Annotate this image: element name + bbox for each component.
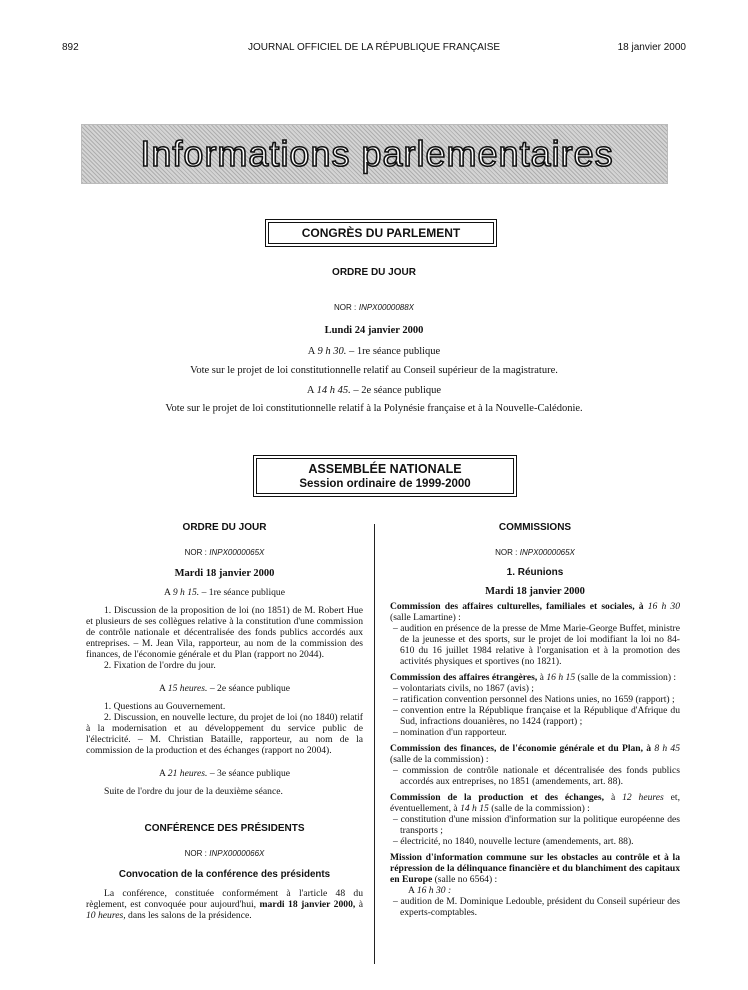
commission-item: – ratification convention personnel des Nations unies, no 1659 (rapport) ; bbox=[393, 694, 675, 705]
congres-heading: ORDRE DU JOUR bbox=[332, 267, 416, 278]
commission-title bbox=[390, 852, 680, 885]
session-label: – 2e séance publique bbox=[350, 385, 442, 396]
session-time: 15 heures. bbox=[167, 683, 208, 694]
commission-place: (salle no 6564) : bbox=[432, 874, 498, 885]
left-heading: ORDRE DU JOUR bbox=[182, 522, 267, 533]
session-prefix: A bbox=[306, 385, 317, 396]
left-session-3 bbox=[86, 768, 363, 779]
session-prefix: A bbox=[164, 587, 173, 598]
commission-time-line bbox=[390, 885, 680, 896]
commission-item: – constitution d'une mission d'information sur la politique européenne des transports ; bbox=[393, 814, 680, 836]
session-label: – 2e séance publique bbox=[207, 683, 291, 694]
assemblee-box-inner bbox=[256, 458, 514, 494]
commission-text: et, éventuellement, à bbox=[390, 792, 680, 814]
running-head bbox=[62, 42, 686, 53]
banner-title: Informations parlementaires bbox=[140, 133, 614, 174]
session-time: 21 heures. bbox=[167, 768, 208, 779]
commission-item: – audition de M. Dominique Ledouble, président du Conseil supérieur des experts-comptables. bbox=[393, 896, 680, 918]
session-label: – 3e séance publique bbox=[207, 768, 291, 779]
commission-item: – audition en présence de la presse de Mme Marie-George Buffet, ministre de la jeunesse et des sports, sur le projet de loi modifiant la loi no 84-610 du 16 juillet 1984 relative à l'organisation et à la promotion des activités physiques et sportives (no 1821). bbox=[393, 623, 680, 667]
session-prefix: A bbox=[307, 346, 318, 357]
commission-text: à bbox=[537, 672, 547, 683]
congres-date: Lundi 24 janvier 2000 bbox=[324, 325, 424, 336]
commission-item: – nomination d'un rapporteur. bbox=[393, 727, 507, 738]
assemblee-subtitle: Session ordinaire de 1999-2000 bbox=[299, 478, 471, 490]
nor-label: NOR : bbox=[184, 548, 207, 557]
congres-heading-block bbox=[80, 267, 668, 278]
commission-place: (salle Lamartine) : bbox=[390, 612, 461, 623]
commission-text: A bbox=[408, 885, 417, 896]
commission-place: (salle de la commission) : bbox=[488, 803, 590, 814]
conference-time: 10 heures, bbox=[86, 910, 126, 921]
conference-date: mardi 18 janvier 2000, bbox=[259, 899, 356, 910]
page-number: 892 bbox=[62, 42, 79, 53]
congres-box bbox=[265, 219, 497, 247]
nor-label: NOR : bbox=[333, 303, 357, 312]
left-item: 1. Questions au Gouvernement. bbox=[104, 701, 226, 712]
right-column bbox=[390, 522, 680, 918]
conference-text-part: La conférence, constituée conformément à l'article 48 du règlement, est convoquée pour aujourd'hui, bbox=[86, 888, 363, 910]
congres-session-1 bbox=[80, 346, 668, 357]
session-prefix: A bbox=[158, 768, 168, 779]
left-session-2 bbox=[86, 683, 363, 694]
session-label: – 1re séance publique bbox=[346, 346, 441, 357]
nor-label: NOR : bbox=[184, 849, 207, 858]
commission-place: (salle de la commission) : bbox=[575, 672, 677, 683]
commission-name: Commission des finances, de l'économie générale et du Plan, à bbox=[390, 743, 652, 754]
commission-time: 16 h 15 bbox=[546, 672, 576, 683]
commission-name: Commission de la production et des échanges, bbox=[390, 792, 605, 803]
commission-time: 8 h 45 bbox=[654, 743, 680, 754]
nor-code: INPX0000065X bbox=[519, 548, 575, 557]
congres-title: CONGRÈS DU PARLEMENT bbox=[268, 222, 494, 244]
reunions-heading: 1. Réunions bbox=[506, 567, 564, 578]
commission-name: Commission des affaires culturelles, familiales et sociales, à bbox=[390, 601, 644, 612]
congres-session-2-text: Vote sur le projet de loi constitutionnelle relatif à la Polynésie française et à la Nouvelle-Calédonie. bbox=[165, 403, 583, 414]
left-session-1 bbox=[86, 587, 363, 598]
commissions-heading: COMMISSIONS bbox=[498, 522, 572, 533]
assemblee-title: ASSEMBLÉE NATIONALE bbox=[308, 462, 462, 476]
session-time: 9 h 15. bbox=[172, 587, 200, 598]
commission-title bbox=[390, 672, 680, 683]
commission-time: 14 h 15 bbox=[460, 803, 489, 814]
session-time: 14 h 45. bbox=[316, 385, 351, 396]
conference-nor bbox=[86, 848, 363, 859]
nor-code: INPX0000088X bbox=[358, 303, 414, 312]
commission-title bbox=[390, 601, 680, 623]
conference-text bbox=[86, 888, 363, 921]
session-label: – 1re séance publique bbox=[199, 587, 285, 598]
right-date: Mardi 18 janvier 2000 bbox=[485, 586, 585, 597]
commission-name: Commission des affaires étrangères, bbox=[390, 672, 538, 683]
commission-text: à bbox=[604, 792, 623, 803]
left-date: Mardi 18 janvier 2000 bbox=[174, 568, 275, 579]
congres-session-1-text: Vote sur le projet de loi constitutionnelle relatif au Conseil supérieur de la magistrature. bbox=[190, 365, 558, 376]
left-nor bbox=[86, 547, 363, 558]
issue-date: 18 janvier 2000 bbox=[617, 42, 686, 53]
commission-title bbox=[390, 792, 680, 814]
column-divider bbox=[374, 524, 375, 964]
left-item: 2. Fixation de l'ordre du jour. bbox=[104, 660, 216, 671]
commission-time: 16 h 30 bbox=[647, 601, 681, 612]
journal-title: JOURNAL OFFICIEL DE LA RÉPUBLIQUE FRANÇAISE bbox=[247, 42, 501, 53]
conference-text-part: dans les salons de la présidence. bbox=[125, 910, 252, 921]
commission-name: Mission d'information commune sur les obstacles au contrôle et à la répression de la délinquance financière et du blanchiment des capitaux en Europe bbox=[390, 852, 680, 885]
conference-text-part: à bbox=[355, 899, 363, 910]
nor-label: NOR : bbox=[495, 548, 518, 557]
commission-item: – électricité, no 1840, nouvelle lecture (amendements, art. 88). bbox=[393, 836, 634, 847]
left-item: 1. Discussion de la proposition de loi (no 1851) de M. Robert Hue et plusieurs de ses collègues relative à la constitution d'une commission de contrôle nationale et décentralisée des fonds publics accordés aux entreprises. – M. Jean Vila, rapporteur, au nom de la commission des finances, de l'économie générale et du Plan (rapport no 2044). bbox=[86, 605, 363, 660]
commission-item: – volontariats civils, no 1867 (avis) ; bbox=[393, 683, 534, 694]
conference-heading: CONFÉRENCE DES PRÉSIDENTS bbox=[144, 823, 305, 834]
commission-item: – commission de contrôle nationale et décentralisée des fonds publics accordés aux entreprises, no 1851 (amendements, art. 88). bbox=[393, 765, 680, 787]
commission-time: 16 h 30 : bbox=[416, 885, 452, 896]
assemblee-box bbox=[253, 455, 517, 497]
commission-place: (salle de la commission) : bbox=[390, 754, 489, 765]
left-column bbox=[86, 522, 363, 921]
commissions-nor bbox=[390, 547, 680, 558]
conference-subheading: Convocation de la conférence des présidents bbox=[118, 869, 331, 880]
left-item: 2. Discussion, en nouvelle lecture, du projet de loi (no 1840) relatif à la modernisation et au développement du service public de l'électricité. – M. Christian Bataille, rapporteur, au nom de la commission de la production et des échanges (rapport no 2004). bbox=[86, 712, 363, 756]
commission-time: 12 heures bbox=[622, 792, 664, 803]
left-item: Suite de l'ordre du jour de la deuxième séance. bbox=[104, 786, 283, 797]
nor-code: INPX0000065X bbox=[209, 548, 265, 557]
congres-nor bbox=[80, 302, 668, 313]
session-prefix: A bbox=[158, 683, 168, 694]
session-time: 9 h 30. bbox=[317, 346, 347, 357]
nor-code: INPX0000066X bbox=[209, 849, 265, 858]
congres-session-2 bbox=[80, 385, 668, 396]
commission-item: – convention entre la République française et la République d'Afrique du Sud, infractions douanières, no 1424 (rapport) ; bbox=[393, 705, 680, 727]
commission-title bbox=[390, 743, 680, 765]
